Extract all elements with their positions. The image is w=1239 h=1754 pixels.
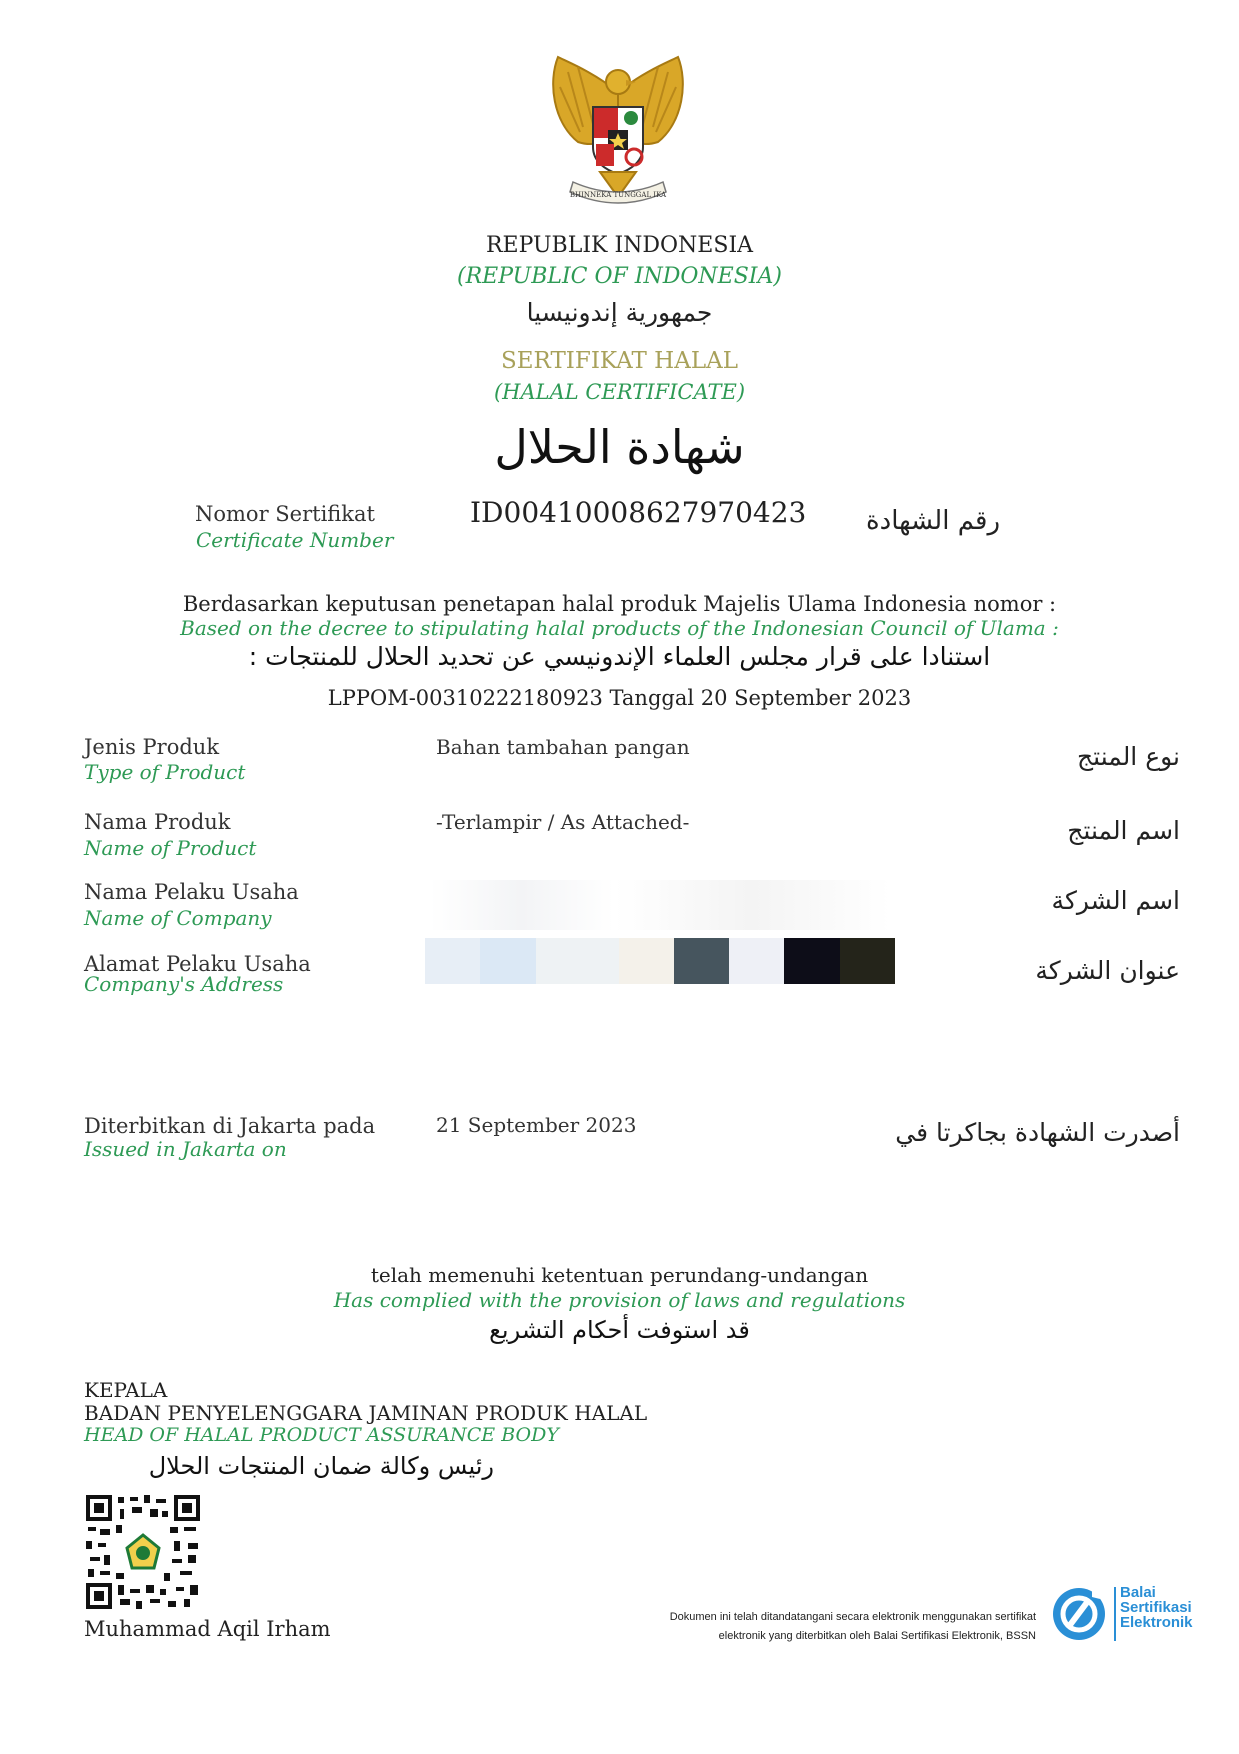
issued-label-en: Issued in Jakarta on	[84, 1137, 287, 1161]
field-company-label-ar: اسم الشركة	[1051, 886, 1180, 915]
issued-date: 21 September 2023	[436, 1113, 637, 1137]
decree-ind: Berdasarkan keputusan penetapan halal produk Majelis Ulama Indonesia nomor :	[182, 592, 1057, 616]
field-type-label-ind: Jenis Produk	[84, 735, 220, 759]
bsre-logo-line3: Elektronik	[1120, 1614, 1193, 1631]
bsre-logo-text	[1120, 1585, 1193, 1630]
field-company-label-en: Name of Company	[84, 906, 272, 930]
signatory-title-en: HEAD OF HALAL PRODUCT ASSURANCE BODY	[84, 1424, 559, 1446]
field-name-label-ind: Nama Produk	[84, 810, 231, 834]
compliance-ar: قد استوفت أحكام التشريع	[489, 1316, 750, 1344]
footer-note-line1: Dokumen ini telah ditandatangani secara elektronik menggunakan sertifikat	[669, 1611, 1036, 1623]
emblem-banner-text: BHINNEKA TUNGGAL IKA	[569, 191, 667, 199]
compliance-en: Has complied with the provision of laws and regulations	[333, 1288, 906, 1312]
title-ar: شهادة الحلال	[494, 420, 745, 474]
signatory-title1: KEPALA	[84, 1378, 168, 1402]
decree-ar: استنادا على قرار مجلس العلماء الإندونيسي عن تحديد الحلال للمنتجات :	[248, 642, 991, 671]
garuda-emblem	[538, 52, 698, 212]
field-address-label-ar: عنوان الشركة	[1035, 956, 1180, 985]
bsre-logo-line1: Balai	[1120, 1584, 1156, 1601]
title-ind: SERTIFIKAT HALAL	[500, 348, 738, 374]
issued-label-ar: أصدرت الشهادة بجاكرتا في	[895, 1118, 1180, 1147]
footer-note	[560, 1608, 1036, 1646]
field-type-label-en: Type of Product	[84, 760, 246, 784]
cert-number-label-ind: Nomor Sertifikat	[195, 502, 375, 526]
issued-label-ind: Diterbitkan di Jakarta pada	[84, 1114, 376, 1138]
cert-number-value: ID00410008627970423	[470, 496, 807, 529]
bsre-logo	[1052, 1585, 1222, 1649]
field-address-label-ind: Alamat Pelaku Usaha	[84, 952, 311, 976]
country-ind: REPUBLIK INDONESIA	[485, 233, 754, 258]
field-company-label-ind: Nama Pelaku Usaha	[84, 880, 299, 904]
signatory-name: Muhammad Aqil Irham	[84, 1617, 331, 1641]
title-en: (HALAL CERTIFICATE)	[493, 380, 746, 404]
field-name-value: -Terlampir / As Attached-	[436, 810, 690, 834]
qr-code[interactable]	[84, 1493, 202, 1611]
country-ar: جمهورية إندونيسيا	[526, 298, 713, 327]
field-address-label-en: Company's Address	[84, 972, 284, 996]
field-name-label-ar: اسم المنتج	[1067, 816, 1180, 845]
country-en: (REPUBLIC OF INDONESIA)	[457, 264, 782, 289]
compliance-ind: telah memenuhi ketentuan perundang-undangan	[370, 1263, 869, 1287]
field-type-value: Bahan tambahan pangan	[436, 735, 690, 759]
bsre-logo-line2: Sertifikasi	[1120, 1599, 1192, 1616]
cert-number-label-en: Certificate Number	[196, 528, 394, 552]
field-type-label-ar: نوع المنتج	[1077, 742, 1180, 771]
footer-note-line2: elektronik yang diterbitkan oleh Balai Sertifikasi Elektronik, BSSN	[718, 1630, 1036, 1642]
field-name-label-en: Name of Product	[84, 836, 257, 860]
decree-en: Based on the decree to stipulating halal products of the Indonesian Council of Ulama :	[180, 616, 1059, 640]
decree-reference: LPPOM-00310222180923 Tanggal 20 September 2023	[327, 686, 912, 710]
cert-number-label-ar: رقم الشهادة	[866, 506, 1000, 536]
signatory-title2: BADAN PENYELENGGARA JAMINAN PRODUK HALAL	[84, 1401, 648, 1425]
signatory-title-ar: رئيس وكالة ضمان المنتجات الحلال	[148, 1452, 494, 1480]
